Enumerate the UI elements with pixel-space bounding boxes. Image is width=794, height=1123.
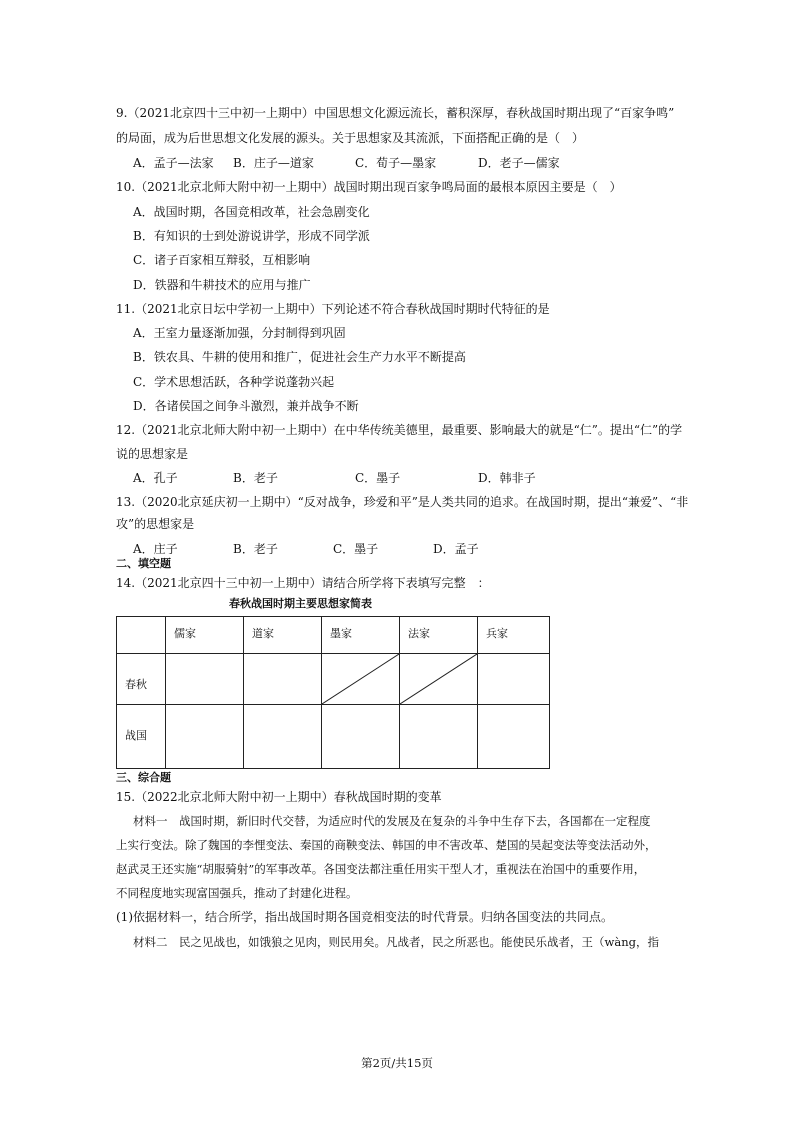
q9-stem-line2: 的局面，成为后世思想文化发展的源头。关于思想家及其流派，下面搭配正确的是（ ） [116, 131, 585, 145]
q13-option-b: B．老子 [233, 542, 278, 556]
table-header-row [117, 617, 550, 654]
q15-stem: 15.（2022北京北师大附中初一上期中）春秋战国时期的变革 [116, 790, 442, 804]
table-corner-cell [117, 617, 166, 654]
table-blank-cell[interactable] [478, 705, 550, 769]
q13-option-a: A．庄子 [133, 542, 178, 556]
table-row-zhanguo [117, 705, 550, 769]
table-row-chunqiu [117, 654, 550, 705]
q15-subquestion-1: (1)依据材料一，结合所学，指出战国时期各国竞相变法的时代背景。归纳各国变法的共同点。 [116, 910, 614, 924]
q9-option-b: B．庄子—道家 [233, 156, 314, 170]
q15-material2-line1: 材料二 民之见战也，如饿狼之见肉，则民用矣。凡战者，民之所恶也。能使民乐战者，王（wàng，指 [133, 935, 659, 949]
q14-stem: 14.（2021北京四十三中初一上期中）请结合所学将下表填写完整 ： [116, 576, 490, 590]
q12-stem-line1: 12.（2021北京北师大附中初一上期中）在中华传统美德里，最重要、影响最大的就是“仁”。提出“仁”的学 [116, 423, 683, 437]
q11-option-c: C．学术思想活跃，各种学说蓬勃兴起 [133, 375, 335, 389]
q15-material1-line4: 不同程度地实现富国强兵，推动了封建化进程。 [116, 886, 358, 900]
table-header-cell: 道家 [244, 617, 322, 654]
table-title: 春秋战国时期主要思想家简表 [229, 597, 372, 610]
q10-option-b: B．有知识的士到处游说讲学，形成不同学派 [133, 229, 370, 243]
page-number-footer: 第2页/共15页 [361, 1056, 433, 1070]
q9-option-d: D．老子—儒家 [478, 156, 560, 170]
q12-option-c: C．墨子 [355, 471, 401, 485]
table-blank-cell[interactable] [322, 705, 400, 769]
table-header-cell: 墨家 [322, 617, 400, 654]
table-crossed-cell [322, 654, 400, 705]
q12-option-d: D．韩非子 [478, 471, 536, 485]
q12-stem-line2: 说的思想家是 [116, 447, 189, 461]
table-blank-cell[interactable] [478, 654, 550, 705]
q10-stem: 10.（2021北京北师大附中初一上期中）战国时期出现百家争鸣局面的最根本原因主要是（ ） [116, 180, 622, 194]
section-heading-fill-in: 二、填空题 [116, 557, 171, 570]
table-blank-cell[interactable] [244, 705, 322, 769]
diagonal-strike [400, 654, 477, 704]
table-blank-cell[interactable] [166, 654, 244, 705]
q9-option-a: A．孟子—法家 [133, 156, 214, 170]
q15-material1-line2: 上实行变法。除了魏国的李悝变法、秦国的商鞅变法、韩国的申不害改革、楚国的吴起变法等变法活动外， [116, 838, 657, 852]
q10-option-d: D．铁器和牛耕技术的应用与推广 [133, 278, 311, 292]
table-row-label: 春秋 [117, 654, 166, 705]
q13-stem-line2: 攻”的思想家是 [116, 517, 195, 531]
table-row-label: 战国 [117, 705, 166, 769]
section-heading-comprehensive: 三、综合题 [116, 771, 171, 784]
q9-option-c: C．荀子—墨家 [355, 156, 437, 170]
q12-option-b: B．老子 [233, 471, 278, 485]
q11-option-d: D．各诸侯国之间争斗激烈，兼并战争不断 [133, 399, 359, 413]
q11-option-a: A．王室力量逐渐加强，分封制得到巩固 [133, 326, 346, 340]
table-header-cell: 兵家 [478, 617, 550, 654]
table-blank-cell[interactable] [400, 705, 478, 769]
thinker-table [116, 616, 550, 769]
q13-stem-line1: 13.（2020北京延庆初一上期中）“反对战争，珍爱和平”是人类共同的追求。在战国时期，提出“兼爱”、“非 [116, 495, 689, 509]
table-header-cell: 儒家 [166, 617, 244, 654]
diagonal-strike [322, 654, 399, 704]
table-blank-cell[interactable] [166, 705, 244, 769]
q13-option-d: D．孟子 [433, 542, 479, 556]
q15-material1-line3: 赵武灵王还实施“胡服骑射”的军事改革。各国变法都注重任用实干型人才，重视法在治国中的重要作用， [116, 862, 646, 876]
q9-stem-line1: 9.（2021北京四十三中初一上期中）中国思想文化源远流长，蓄积深厚，春秋战国时期出现了“百家争鸣” [116, 106, 675, 120]
q10-option-c: C．诸子百家相互辩驳，互相影响 [133, 253, 311, 267]
q11-stem: 11.（2021北京日坛中学初一上期中）下列论述不符合春秋战国时期时代特征的是 [116, 302, 550, 316]
table-crossed-cell [400, 654, 478, 705]
q10-option-a: A．战国时期，各国竞相改革，社会急剧变化 [133, 205, 370, 219]
table-blank-cell[interactable] [244, 654, 322, 705]
q12-option-a: A．孔子 [133, 471, 178, 485]
q15-material1-line1: 材料一 战国时期，新旧时代交替，为适应时代的发展及在复杂的斗争中生存下去，各国都在一定程度 [133, 814, 651, 828]
q13-option-c: C．墨子 [333, 542, 379, 556]
q11-option-b: B．铁农具、牛耕的使用和推广，促进社会生产力水平不断提高 [133, 350, 466, 364]
table-header-cell: 法家 [400, 617, 478, 654]
